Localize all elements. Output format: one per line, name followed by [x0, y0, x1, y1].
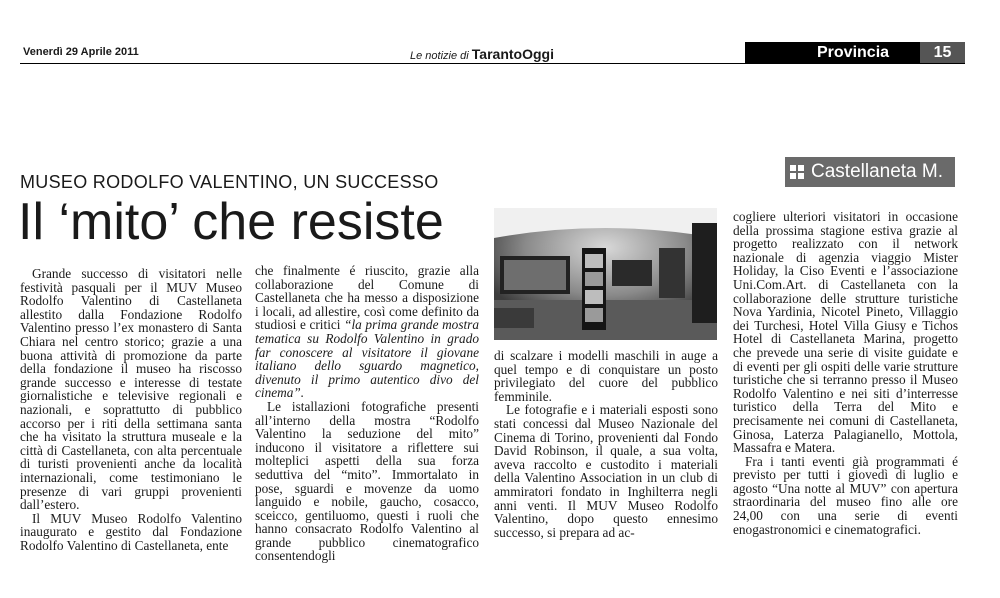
paragraph: Le istallazioni fotografiche presenti all’interno della mostra “Rodolfo Valentino la seduzione del mito” inducono il visitatore a riflettere sui molteplici aspetti della sua forza seduttiva del “mito”. Immortalato in pose, sguardi e movenze da uomo languido e nobile, gaucho, cosacco, sceicco, gentiluomo, questi i ruoli che hanno consacrato Rodolfo Valentino al grande pubblico cinematografico consentendogli — [255, 398, 479, 564]
text-column-3 — [494, 349, 718, 539]
paragraph: Le fotografie e i materiali esposti sono stati concessi dal Museo Nazionale del Cinema di Torino, provenienti dal Fondo David Robinson, il quale, a sua volta, aveva raccolto e custodito i materiali della Valentino Association in un club di ammiratori fondato in Inghilterra negli anni venti. Il MUV Museo Rodolfo Valentino, dopo questo ennesimo successo, si prepara ad ac- — [494, 402, 718, 540]
header-date: Venerdì 29 Aprile 2011 — [23, 46, 139, 58]
publication-name: TarantoOggi — [471, 46, 554, 62]
paragraph-text: che finalmente é riuscito, grazie alla collaborazione del Comune di Castellaneta che ha messo a disposizione i locali, ad allestire, così come definito da studiosi e critici — [255, 263, 479, 333]
grid-squares-icon — [790, 165, 805, 180]
text-column-1 — [20, 267, 242, 552]
section-banner — [745, 42, 965, 64]
article-kicker: MUSEO RODOLFO VALENTINO, UN SUCCESSO — [20, 172, 439, 192]
article-title: Il ‘mito’ che resiste — [18, 193, 444, 251]
header-rule — [20, 63, 965, 64]
paragraph: Fra i tanti eventi già programmati é previsto per tutti i giovedì di luglio e agosto “Una notte al MUV” con apertura straordinaria del museo fino alle ore 24,00 con una serie di eventi enogastronomici e cinematografici. — [733, 453, 958, 537]
paragraph — [255, 264, 479, 400]
location-tag — [785, 157, 955, 187]
paragraph: Il MUV Museo Rodolfo Valentino inaugurato e gestito dal Fondazione Rodolfo Valentino di Castellaneta, ente — [20, 510, 242, 553]
paragraph: Grande successo di visitatori nelle festività pasquali per il MUV Museo Rodolfo Valentino di Castellaneta allestito dalla Fondazione Rodolfo Valentino presso l’ex monastero di Santa Chiara nel centro storico; grazie a una buona attività di promozione da parte della fondazione il museo ha riscosso grande successo e interesse di testate giornalistiche e televisive regionali e nazionali, e soprattutto di pubblico accorso per i riti della settimana santa che ha visitato la struttura museale e la città di Castellaneta, con alta percentuale di turisti provenienti anche da località internazionali, come testimoniano le presenze di vari gruppi provenienti dall’estero. — [20, 266, 242, 513]
museum-photo — [494, 208, 717, 340]
header-publication — [410, 46, 554, 62]
museum-interior-image — [494, 208, 717, 340]
page-number: 15 — [920, 42, 965, 64]
paragraph: cogliere ulteriori visitatori in occasione della prossima stagione estiva grazie al progetto realizzato con il network nazionale di agenzia viaggio Mister Holiday, la Ciso Eventi e l’associazione Uni.Com.Art. di Castellaneta con la collaborazione delle strutture turistiche Nova Yardinia, Nicotel Pineto, Villaggio dei Turchesi, Hotel Villa Giusy e Tichos Hotel di Castellaneta Marina, progetto che prevede una serie di visite guidate e di eventi per gli ospiti delle varie strutture turistiche che si terranno presso il Museo Rodolfo Valentino e nei siti d’interresse turistico della Terra del Mito e precisamente nei comuni di Castellaneta, Ginosa, Laterza Palagianello, Mottola, Massafra e Matera. — [733, 209, 958, 456]
section-name: Provincia — [817, 44, 890, 61]
paragraph: di scalzare i modelli maschili in auge a quel tempo e di conquistare un posto privilegiato del cuore del pubblico femminile. — [494, 348, 718, 404]
critic-quote: “la prima grande mostra tematica su Rodolfo Valentino in grado far conoscere al visitatore il giovane italiano dello sguardo magnetico, divenuto il primo autentico divo del cinema”. — [255, 317, 480, 401]
text-column-2 — [255, 264, 479, 563]
text-column-4 — [733, 210, 958, 536]
location-label: Castellaneta M. — [811, 161, 944, 182]
publication-prefix: Le notizie di — [410, 50, 469, 62]
